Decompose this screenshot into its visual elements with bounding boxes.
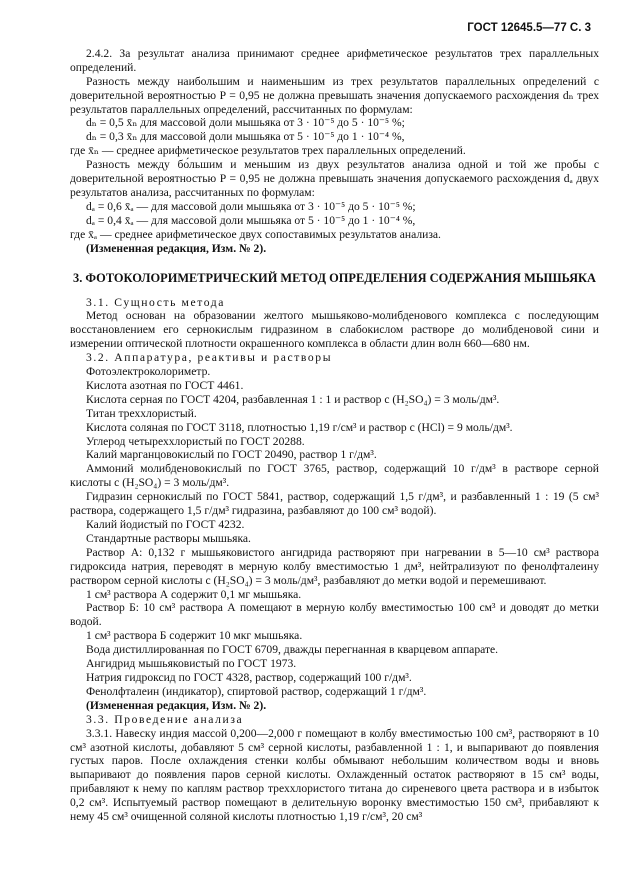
paragraph: Фенолфталеин (индикатор), спиртовой раствор, содержащий 1 г/дм³.	[86, 684, 427, 698]
paragraph: Калий марганцовокислый по ГОСТ 20490, раствор 1 г/дм³.	[86, 448, 377, 462]
paragraph: 3.1. Сущность метода	[86, 295, 226, 309]
paragraph: Раствор Б: 10 см³ раствора А помещают в мерную колбу вместимостью 100 см³ и доводят до метки водой.	[70, 601, 599, 629]
paragraph: где x̄ₙ — среднее арифметическое результатов трех параллельных определений.	[70, 144, 466, 158]
paragraph: 3.3.1. Навеску индия массой 0,200—2,000 г помещают в колбу вместимостью 100 см³, растворяют в 10 см³ азотной кислоты, добавляют 5 см³ серной кислоты, разбавленной 1 : 1, и выпаривают до появления густых паров. После охлаждения стенки колбы обмывают небольшим количеством воды и вновь выпаривают до появления паров серной кислоты. Охлажденный остаток растворяют в 15 см³ воды, прибавляют к нему по каплям раствор треххлористого титана до сиреневого цвета раствора и в избыток 0,2 см³. Испытуемый раствор помещают в делительную воронку вместимостью 150 см³, прибавляют к нему 45 см³ очищенной соляной кислоты плотностью 1,19 г/см³, 20 см³	[70, 726, 599, 824]
paragraph: Метод основан на образовании желтого мышьяково-молибденового комплекса с последующим восстановлением его сернокислым гидразином в слабокислом растворе до молибденовой сини и измерении оптической плотности окрашенного комплекса в области длин волн 660—680 нм.	[70, 309, 599, 351]
paragraph: dₐ = 0,4 x̄ₐ — для массовой доли мышьяка от 5 · 10⁻⁵ до 1 · 10⁻⁴ %,	[86, 213, 416, 227]
page-header: ГОСТ 12645.5—77 С. 3	[467, 22, 591, 34]
paragraph: dₐ = 0,6 x̄ₐ — для массовой доли мышьяка от 3 · 10⁻⁵ до 5 · 10⁻⁵ %;	[86, 199, 416, 213]
paragraph: Фотоэлектроколориметр.	[86, 365, 211, 379]
paragraph: Кислота азотная по ГОСТ 4461.	[86, 378, 244, 392]
paragraph: Гидразин сернокислый по ГОСТ 5841, раствор, содержащий 1,5 г/дм³, и разбавленный 1 : 19 (5 см³ раствора, содержащего 1,5 г/дм³ гидразина, разбавляют до 100 см³ водой).	[70, 490, 599, 518]
paragraph: Разность между наибольшим и наименьшим из трех результатов параллельных определений с доверительной вероятностью P = 0,95 не должна превышать значения допускаемого расхождения dₙ трех результатов параллельных определений, рассчитанных по формулам:	[70, 74, 599, 116]
paragraph: Вода дистиллированная по ГОСТ 6709, дважды перегнанная в кварцевом аппарате.	[86, 643, 499, 657]
paragraph: Ангидрид мышьяковистый по ГОСТ 1973.	[86, 657, 297, 671]
paragraph: Калий йодистый по ГОСТ 4232.	[86, 518, 245, 531]
paragraph: 3.2. Аппаратура, реактивы и растворы	[86, 351, 333, 365]
paragraph: Кислота соляная по ГОСТ 3118, плотностью 1,19 г/см³ и раствор c (HCl) = 9 моль/дм³.	[86, 420, 513, 434]
paragraph: (Измененная редакция, Изм. № 2).	[86, 241, 267, 255]
paragraph: Разность между бо́льшим и меньшим из двух результатов анализа одной и той же пробы с доверительной вероятностью P = 0,95 не должна превышать значения допускаемого расхождения dₐ двух результатов анализа, рассчитанных по формулам:	[70, 158, 599, 199]
paragraph: 2.4.2. За результат анализа принимают среднее арифметическое результатов трех параллельных определений.	[70, 46, 599, 74]
paragraph: Стандартные растворы мышьяка.	[86, 531, 251, 545]
paragraph: Натрия гидроксид по ГОСТ 4328, раствор, содержащий 100 г/дм³.	[86, 670, 412, 684]
paragraph: где x̄ₐ — среднее арифметическое двух сопоставимых результатов анализа.	[70, 227, 441, 241]
paragraph: Титан треххлористый.	[86, 406, 197, 420]
paragraph: 1 см³ раствора А содержит 0,1 мг мышьяка.	[86, 587, 302, 601]
paragraph: dₙ = 0,3 x̄ₙ для массовой доли мышьяка от 5 · 10⁻⁵ до 1 · 10⁻⁴ %,	[86, 130, 405, 144]
paragraph: Кислота серная по ГОСТ 4204, разбавленная 1 : 1 и раствор c (H₂SO₄) = 3 моль/дм³.	[86, 392, 500, 406]
paragraph: 1 см³ раствора Б содержит 10 мкг мышьяка.	[86, 629, 303, 643]
paragraph: dₙ = 0,5 x̄ₙ для массовой доли мышьяка от 3 · 10⁻⁵ до 5 · 10⁻⁵ %;	[86, 116, 405, 130]
paragraph: Раствор А: 0,132 г мышьяковистого ангидрида растворяют при нагревании в 5—10 см³ раствора гидроксида натрия, переводят в мерную колбу вместимостью 1 дм³, нейтрализуют по фенолфталеину раствором серной кислоты c (H₂SO₄) = 3 моль/дм³, разбавляют до метки водой и перемешивают.	[70, 545, 599, 587]
paragraph: Аммоний молибденовокислый по ГОСТ 3765, раствор, содержащий 10 г/дм³ в растворе серной кислоты c (H₂SO₄) = 3 моль/дм³.	[70, 462, 599, 490]
paragraph: (Измененная редакция, Изм. № 2).	[86, 698, 267, 712]
section-heading: 3. ФОТОКОЛОРИМЕТРИЧЕСКИЙ МЕТОД ОПРЕДЕЛЕНИЯ СОДЕРЖАНИЯ МЫШЬЯКА	[73, 270, 596, 285]
document-body	[70, 47, 599, 824]
paragraph: Углерод четыреххлористый по ГОСТ 20288.	[86, 434, 305, 448]
paragraph: 3.3. Проведение анализа	[86, 712, 244, 726]
